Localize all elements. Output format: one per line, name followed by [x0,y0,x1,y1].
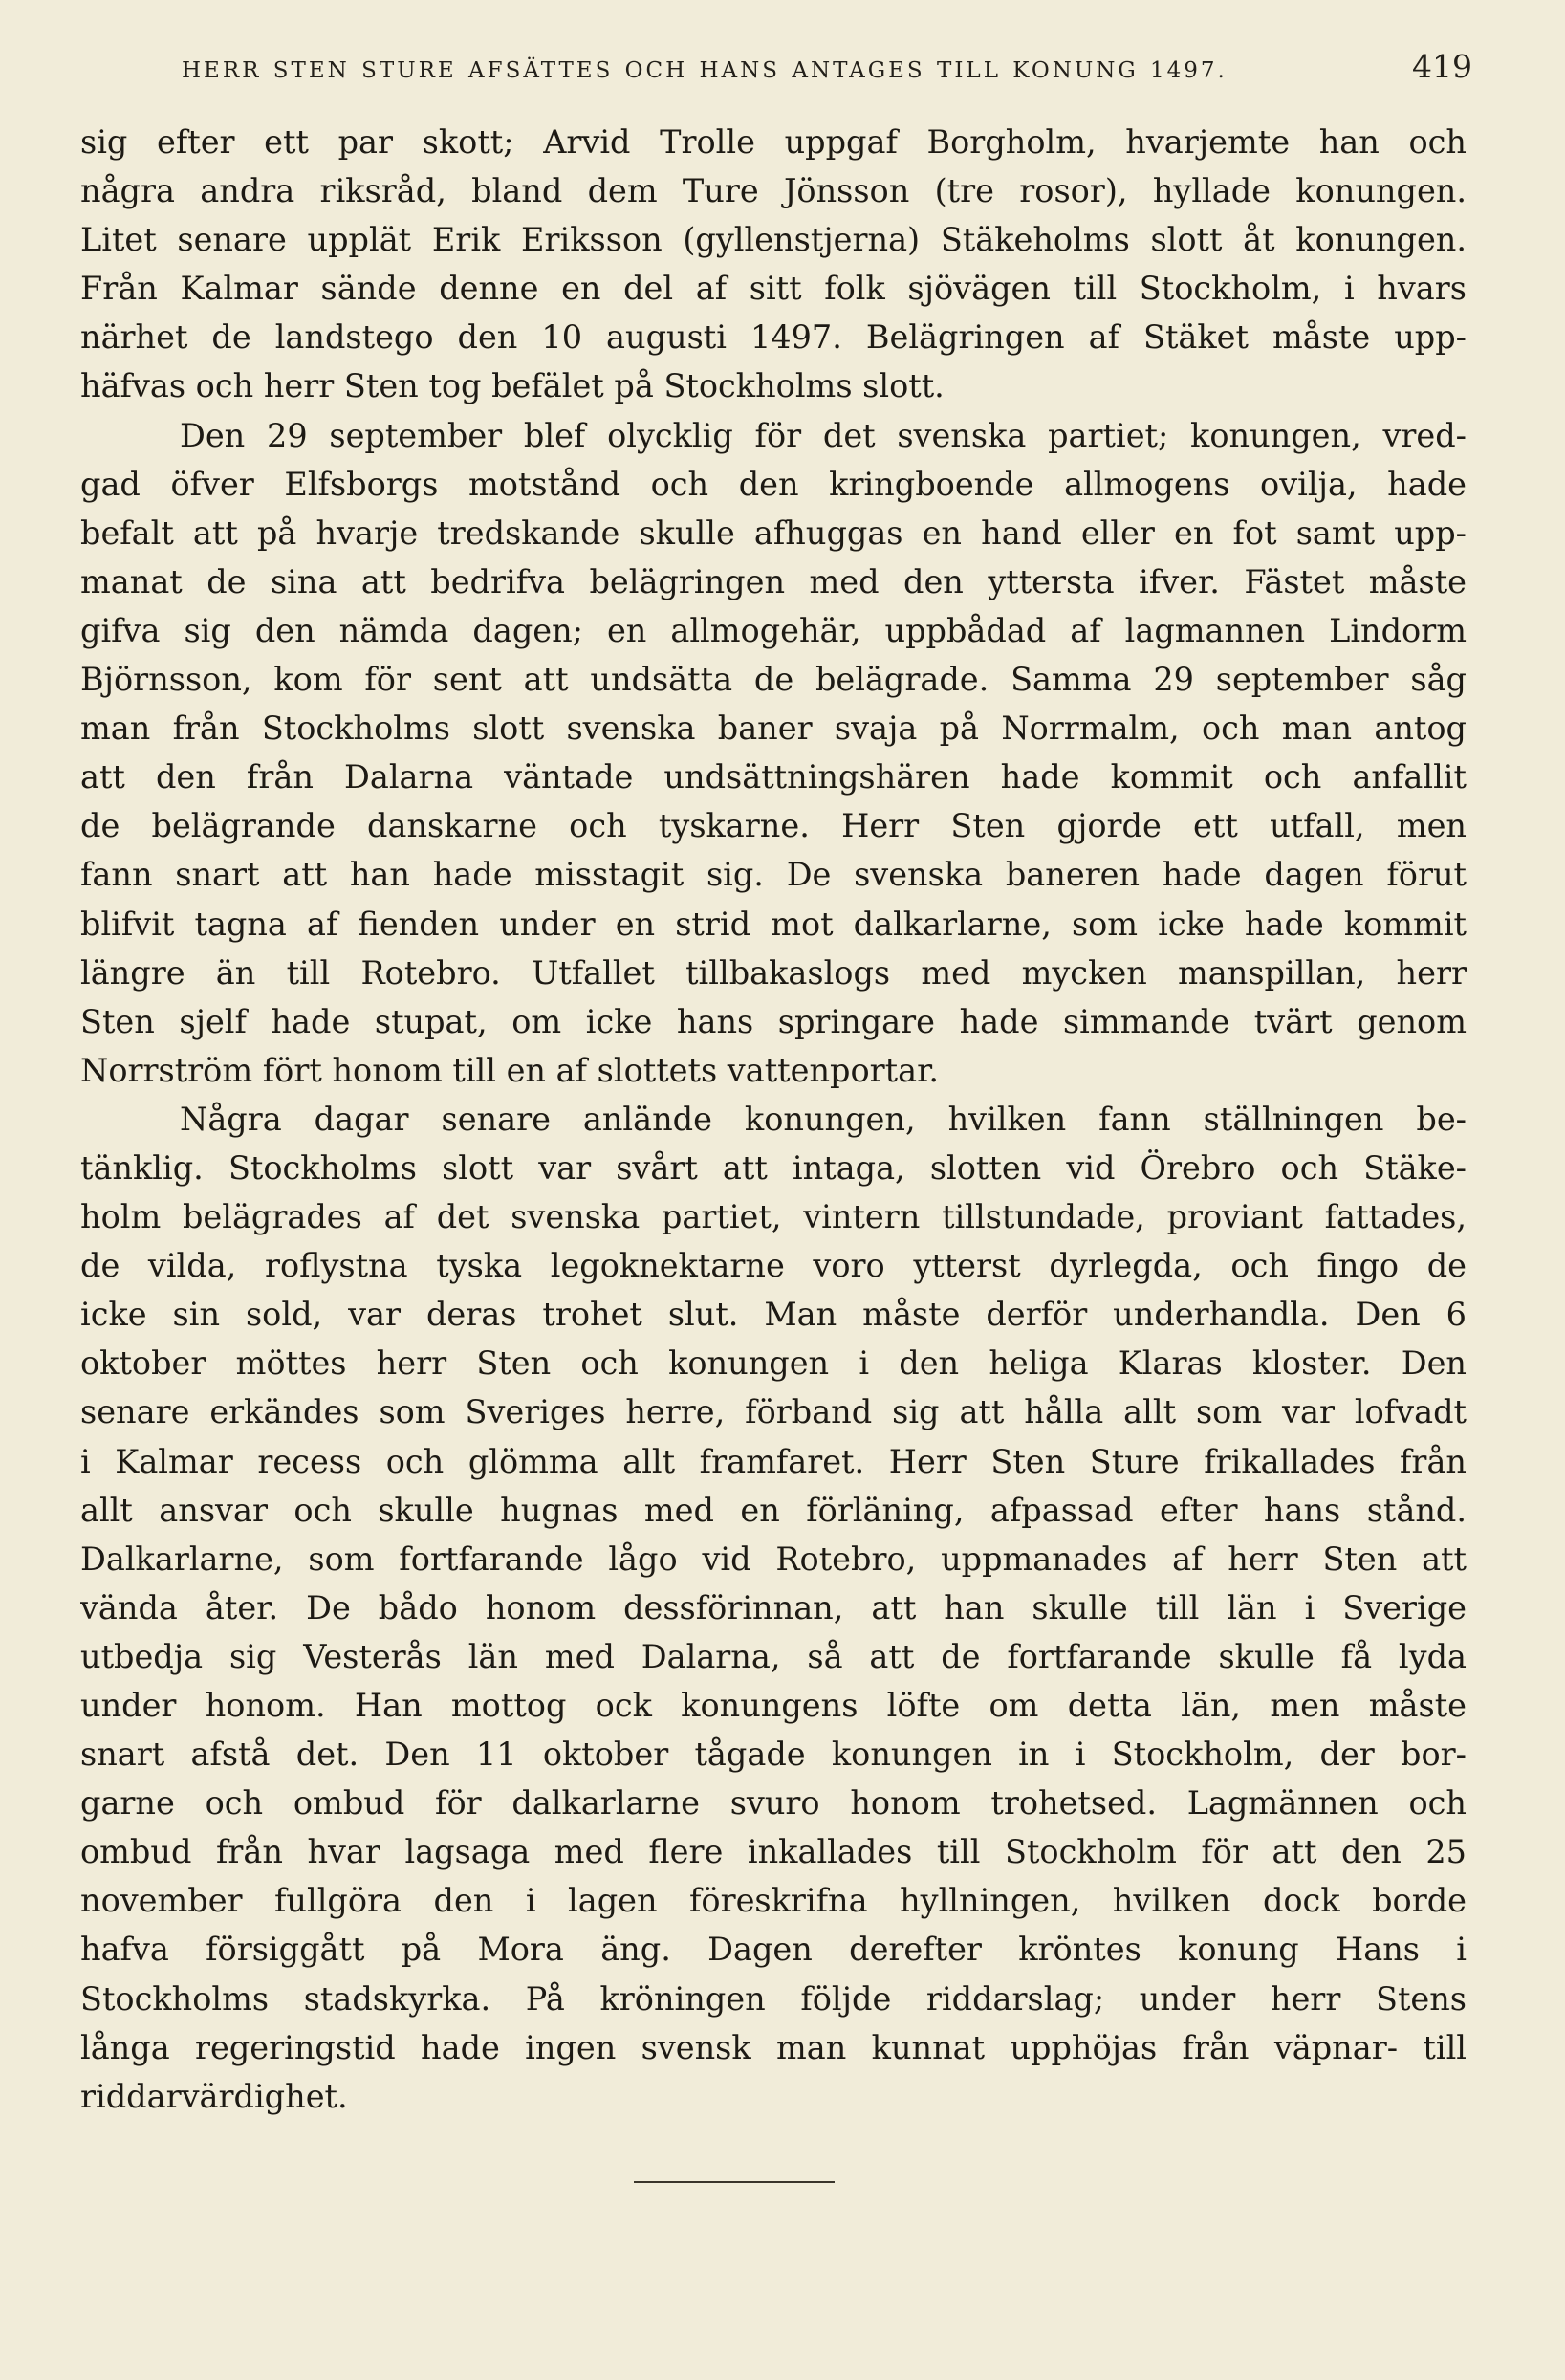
text-line: att den från Dalarna väntade undsättningshären hade kommit och anfallit [80,758,1467,797]
text-line: utbedja sig Vesterås län med Dalarna, så att de fortfarande skulle få lyda [80,1637,1467,1675]
chapter-end-rule [634,2181,835,2183]
text-line: häfvas och herr Sten tog befälet på Stockholms slott. [80,367,945,405]
text-line: vända åter. De bådo honom dessförinnan, att han skulle till län i Sverige [80,1588,1467,1627]
text-line: riddarvärdighet. [80,2077,348,2115]
text-line: långa regeringstid hade ingen svensk man kunnat upphöjas från väpnar- till [80,2028,1467,2066]
text-line: allt ansvar och skulle hugnas med en förläning, afpassad efter hans stånd. [80,1491,1467,1529]
text-line: under honom. Han mottog ock konungens löfte om detta län, men måste [80,1687,1467,1724]
text-line: hafva försiggått på Mora äng. Dagen derefter kröntes konung Hans i [80,1931,1467,1969]
running-title: HERR STEN STURE AFSÄTTES OCH HANS ANTAGES TILL KONUNG 1497. [182,58,1228,83]
text-line: Norrström fört honom till en af slottets vattenportar. [80,1051,940,1089]
text-line: Några dagar senare anlände konungen, hvilken fann ställningen be- [180,1100,1467,1138]
text-line: några andra riksråd, bland dem Ture Jönsson (tre rosor), hyllade konungen. [80,172,1467,210]
text-line: senare erkändes som Sveriges herre, förband sig att hålla allt som var lofvadt [80,1393,1467,1431]
text-line: befalt att på hvarje tredskande skulle afhuggas en hand eller en fot samt upp- [80,513,1467,552]
text-line: fann snart att han hade misstagit sig. De svenska baneren hade dagen förut [80,856,1467,894]
text-line: de vilda, roflystna tyska legoknektarne voro ytterst dyrlegda, och fingo de [80,1247,1467,1285]
text-line: tänklig. Stockholms slott var svårt att intaga, slotten vid Örebro och Stäke- [80,1148,1467,1187]
text-line: Björnsson, kom för sent att undsätta de belägrade. Samma 29 september såg [80,661,1467,699]
text-line: ombud från hvar lagsaga med flere inkallades till Stockholm för att den 25 [80,1833,1467,1871]
text-line: manat de sina att bedrifva belägringen med den yttersta ifver. Fästet måste [80,562,1467,600]
text-line: Sten sjelf hade stupat, om icke hans springare hade simmande tvärt genom [80,1002,1467,1040]
text-line: snart afstå det. Den 11 oktober tågade konungen in i Stockholm, der bor- [80,1736,1467,1774]
text-line: närhet de landstego den 10 augusti 1497. Belägringen af Stäket måste upp- [80,318,1467,357]
text-line: icke sin sold, var deras trohet slut. Man måste derför underhandla. Den 6 [80,1296,1467,1334]
text-line: i Kalmar recess och glömma allt framfaret. Herr Sten Sture frikallades från [80,1442,1467,1480]
text-line: sig efter ett par skott; Arvid Trolle uppgaf Borgholm, hvarjemte han och [80,123,1467,161]
text-line: garne och ombud för dalkarlarne svuro honom trohetsed. Lagmännen och [80,1784,1467,1823]
text-line: Från Kalmar sände denne en del af sitt folk sjövägen till Stockholm, i hvars [80,270,1467,308]
page-number: 419 [1412,48,1472,85]
text-line: Stockholms stadskyrka. På kröningen följde riddarslag; under herr Stens [80,1979,1467,2018]
text-line: längre än till Rotebro. Utfallet tillbakaslogs med mycken manspillan, herr [80,953,1467,992]
text-line: Dalkarlarne, som fortfarande lågo vid Rotebro, uppmanades af herr Sten att [80,1539,1467,1578]
text-line: man från Stockholms slott svenska baner svaja på Norrmalm, och man antog [80,710,1467,748]
text-line: blifvit tagna af fienden under en strid mot dalkarlarne, som icke hade kommit [80,905,1467,943]
text-line: Den 29 september blef olycklig för det svenska partiet; konungen, vred- [180,416,1467,454]
text-line: Litet senare upplät Erik Eriksson (gyllenstjerna) Stäkeholms slott åt konungen. [80,221,1467,259]
text-line: gifva sig den nämda dagen; en allmogehär, uppbådad af lagmannen Lindorm [80,611,1467,649]
text-line: gad öfver Elfsborgs motstånd och den kringboende allmogens ovilja, hade [80,465,1467,503]
body-text [80,118,1467,2121]
page-header [182,48,1472,96]
text-line: de belägrande danskarne och tyskarne. Herr Sten gjorde ett utfall, men [80,807,1467,845]
text-line: oktober möttes herr Sten och konungen i den heliga Klaras kloster. Den [80,1344,1467,1383]
text-line: november fullgöra den i lagen föreskrifna hyllningen, hvilken dock borde [80,1882,1467,1920]
text-line: holm belägrades af det svenska partiet, vintern tillstundade, proviant fattades, [80,1198,1467,1236]
